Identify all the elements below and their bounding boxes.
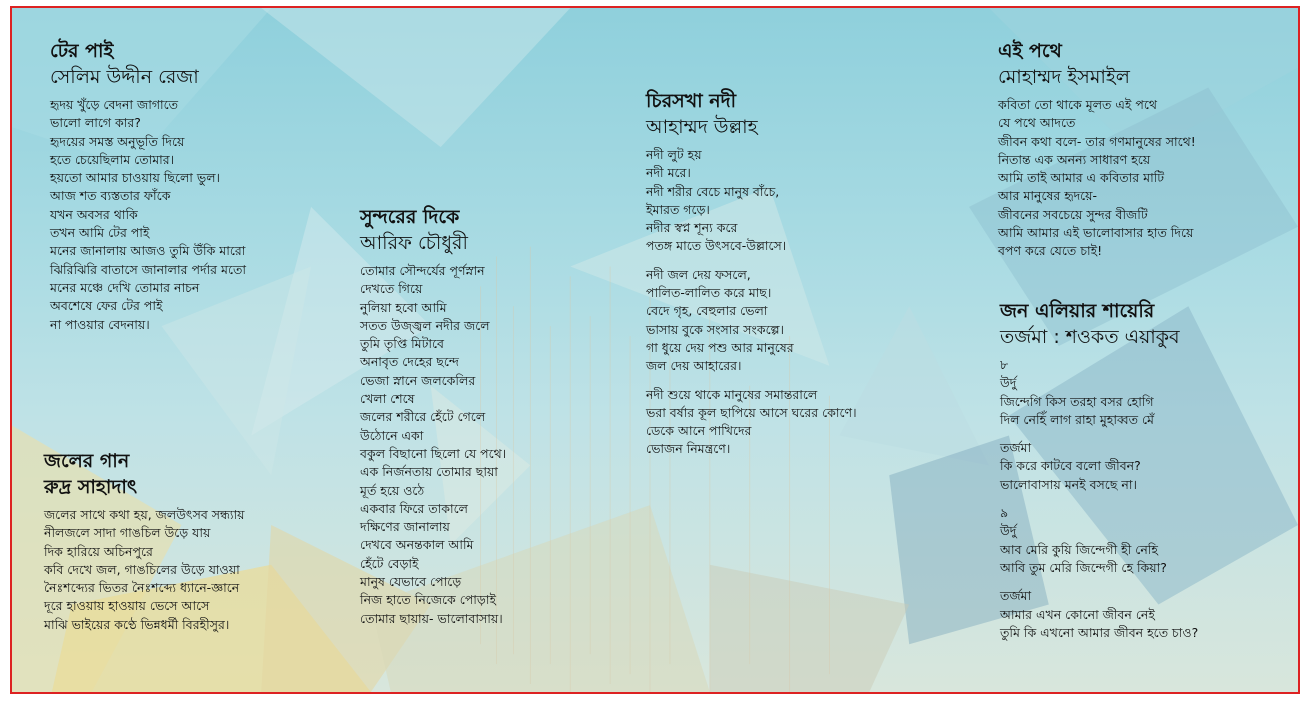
poem-line: কবি দেখে জল, গাঙচিলের উড়ে যাওয়া: [44, 561, 240, 577]
poem-line: হেঁটে বেড়াই: [360, 555, 419, 571]
poem-line: তখন আমি টের পাই: [50, 225, 150, 241]
poem-line: ৯: [1000, 505, 1009, 521]
poem-line: বপণ করে যেতে চাই!: [998, 243, 1103, 259]
poem-line: জীবন কথা বলে- তার গণমানুষের সাথে!: [998, 133, 1196, 149]
poem-line: মূর্ত হয়ে ওঠে: [360, 482, 425, 498]
poem-ei-pothe: [998, 38, 1196, 261]
poem-line: ভাসায় বুকে সংসার সংকল্পে।: [646, 321, 785, 337]
poem-line: আমি আমার এই ভালোবাসার হাত দিয়ে: [998, 225, 1194, 241]
poem-line: তুমি তৃপ্তি মিটাবে: [360, 336, 445, 352]
poem-line: নদী জল দেয় ফসলে,: [646, 266, 751, 282]
poem-author: আরিফ চৌধুরী: [360, 232, 468, 254]
poem-author: সেলিম উদ্দীন রেজা: [50, 66, 199, 88]
poem-line: আজ শত ব্যস্ততার ফাঁকে: [50, 188, 171, 204]
poem-line: জলের সাথে কথা হয়, জলউৎসব সন্ধ্যায়: [44, 507, 245, 522]
poem-line: উর্দু: [1000, 523, 1017, 539]
poem-author: আহাম্মদ উল্লাহ: [646, 116, 758, 138]
poem-line: অবশেষে ফের টের পাই: [50, 298, 163, 314]
poem-line: জিন্দেগি কিস তরহা বসর হোগি: [1000, 393, 1154, 409]
poem-line: দেখবে অনন্তকাল আমি: [360, 537, 474, 553]
poem-line: ইমারত গড়ে।: [646, 201, 710, 217]
poem-title: চিরসখা নদী: [646, 90, 737, 112]
poem-line: পালিত-লালিত করে মাছ।: [646, 285, 772, 301]
poem-line: জল দেয় আহারের।: [646, 358, 742, 374]
poem-line: দক্ষিণের জানালায়: [360, 519, 450, 535]
poem-line: ভরা বর্ষার কূল ছাপিয়ে আসে ঘরের কোণে।: [646, 404, 857, 420]
poem-stanza-1: [646, 146, 857, 256]
shayeri-9-urdu: [1000, 504, 1198, 577]
poem-line: আমার এখন কোনো জীবন নেই: [1000, 606, 1155, 622]
poem-line: ডেকে আনে পাখিদের: [646, 423, 752, 439]
poem-line: ভালো লাগে কার?: [50, 115, 141, 131]
poem-line: জলের শরীরে হেঁটে গেলে: [360, 409, 486, 425]
poem-line: হৃদয়ের সমস্ত অনুভূতি দিয়ে: [50, 133, 185, 149]
poem-line: তর্জমা: [1000, 440, 1032, 456]
poem-line: না পাওয়ার বেদনায়।: [50, 316, 150, 332]
poem-author: তর্জমা : শওকত এয়াকুব: [1000, 326, 1180, 348]
poem-line: হয়তো আমার চাওয়ায় ছিলো ভুল।: [50, 170, 221, 186]
poem-line: নদীর স্বপ্ন শূন্য করে: [646, 220, 738, 236]
poem-ter-pai: [50, 38, 246, 334]
poem-line: আবি তুম মেরি জিন্দেগী হে কিয়া?: [1000, 559, 1167, 575]
poem-line: ৮: [1000, 357, 1009, 372]
poem-title: টের পাই: [50, 40, 114, 62]
shayeri-9-translation: [1000, 587, 1198, 642]
poem-line: অনাবৃত দেহের ছন্দে: [360, 354, 459, 370]
poem-body: [44, 506, 245, 634]
poem-sundorer-dike: [360, 204, 506, 628]
poem-body: [50, 96, 246, 334]
poem-line: নিতান্ত এক অনন্য সাধারণ হয়ে: [998, 151, 1151, 167]
poem-body: [998, 96, 1196, 261]
poem-stanza-3: [646, 386, 857, 459]
poem-stanza-2: [646, 266, 857, 376]
poem-line: তর্জমা: [1000, 588, 1032, 604]
poem-line: মানুষ যেভাবে পোড়ে: [360, 574, 462, 590]
poem-line: পতঙ্গ মাতে উৎসবে-উল্লাসে।: [646, 238, 787, 254]
poem-line: তোমার সৌন্দর্যের পূর্ণস্নান: [360, 263, 485, 278]
poem-line: দেখতে গিয়ে: [360, 281, 423, 297]
poem-line: হতে চেয়েছিলাম তোমার।: [50, 151, 175, 167]
poem-line: বকুল বিছানো ছিলো যে পথে।: [360, 445, 507, 461]
poem-line: ভেজা স্নানে জলকেলির: [360, 372, 476, 388]
poem-line: নিজ হাতে নিজেকে পোড়াই: [360, 592, 496, 608]
poem-line: নুলিয়া হবো আমি: [360, 299, 447, 315]
poem-line: কি করে কাটবে বলো জীবন?: [1000, 458, 1141, 474]
poem-line: ভোজন নিমন্ত্রণে।: [646, 441, 731, 457]
poem-jon-eliyar-shayeri: [1000, 298, 1198, 642]
poem-line: জীবনের সবচেয়ে সুন্দর বীজটি: [998, 206, 1148, 222]
poem-line: ভালোবাসায় মনই বসছে না।: [1000, 476, 1137, 492]
poem-line: গা ধুয়ে দেয় পশু আর মানুষের: [646, 339, 794, 355]
poem-body: [360, 262, 506, 628]
poem-author: মোহাম্মদ ইসমাইল: [998, 66, 1130, 88]
poem-line: নদী শরীর বেচে মানুষ বাঁচে,: [646, 183, 780, 199]
poem-joler-gan: [44, 448, 245, 634]
poem-line: তোমার ছায়ায়- ভালোবাসায়।: [360, 610, 503, 626]
poem-line: একবার ফিরে তাকালে: [360, 500, 468, 516]
poem-line: দূরে হাওয়ায় হাওয়ায় ভেসে আসে: [44, 598, 210, 614]
page-frame: [10, 6, 1300, 694]
poem-line: দিক হারিয়ে অচিনপুরে: [44, 543, 153, 559]
poem-line: আর মানুষের হৃদয়ে-: [998, 188, 1098, 204]
poem-line: হৃদয় খুঁড়ে বেদনা জাগাতে: [50, 97, 179, 112]
poem-author: রুদ্র সাহাদাৎ: [44, 476, 138, 498]
poem-title: সুন্দরের দিকে: [360, 206, 460, 228]
poem-line: আমি তাই আমার এ কবিতার মাটি: [998, 170, 1165, 186]
poem-line: খেলা শেষে: [360, 391, 415, 407]
poem-line: নদী মরে।: [646, 165, 691, 181]
poem-line: মনের মঞ্চে দেখি তোমার নাচন: [50, 279, 200, 295]
poem-line: তুমি কি এখনো আমার জীবন হতে চাও?: [1000, 624, 1199, 640]
poem-line: যে পথে আদতে: [998, 115, 1076, 131]
poem-line: সতত উজ্জ্বল নদীর জলে: [360, 317, 490, 333]
poem-line: এক নির্জনতায় তোমার ছায়া: [360, 464, 498, 480]
poem-line: উর্দু: [1000, 375, 1017, 391]
poem-line: ঝিরিঝিরি বাতাসে জানালার পর্দার মতো: [50, 261, 246, 277]
poem-title: এই পথে: [998, 40, 1062, 62]
poem-line: উঠোনে একা: [360, 427, 424, 443]
poem-line: বেদে গৃহ, বেহুলার ভেলা: [646, 303, 768, 319]
poem-line: দিল নেহিঁ লাগ রাহা মুহাব্বত মেঁ: [1000, 411, 1154, 427]
poem-title: জলের গান: [44, 450, 130, 472]
poem-line: মাঝি ভাইয়ের কণ্ঠে ভিন্নধর্মী বিরহীসুর।: [44, 616, 230, 632]
poem-line: নদী শুয়ে থাকে মানুষের সমান্তরালে: [646, 386, 818, 402]
poem-line: নদী লুট হয়: [646, 147, 702, 162]
poem-chirosokha-nodi: [646, 88, 857, 459]
poem-line: কবিতা তো থাকে মূলত এই পথে: [998, 97, 1157, 112]
poem-line: আব মেরি কুয়ি জিন্দেগী হী নেহি: [1000, 541, 1158, 557]
shayeri-8-translation: [1000, 439, 1198, 494]
poem-line: মনের জানালায় আজও তুমি উঁকি মারো: [50, 243, 246, 259]
poem-line: যখন অবসর থাকি: [50, 206, 138, 222]
shayeri-8-urdu: [1000, 356, 1198, 429]
poem-line: নৈঃশব্দ্যের ভিতর নৈঃশব্দ্যে ধ্যানে-জ্ঞানে: [44, 580, 240, 596]
poem-title: জন এলিয়ার শায়েরি: [1000, 300, 1155, 322]
poem-line: নীলজলে সাদা গাঙচিল উড়ে যায়: [44, 525, 211, 541]
